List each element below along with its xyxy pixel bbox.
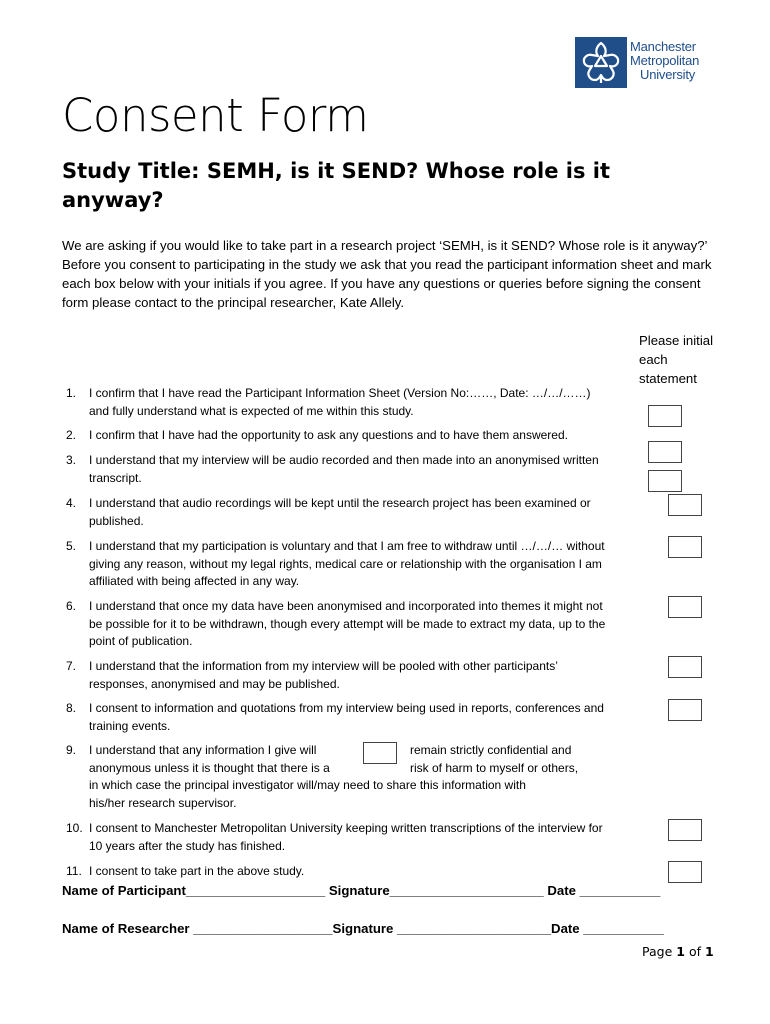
statement-6 (66, 598, 611, 651)
statement-9-line-1a: I understand that any information I give will (89, 743, 317, 757)
intro-paragraph-2: Before you consent to participating in the study we ask that you read the participant information sheet and mark each box below with your initials if you agree. If you have any questions or queries before signing the consent form please contact to the principal researcher, Kate Allely. (62, 257, 712, 310)
logo-line-2: Metropolitan (630, 53, 700, 68)
statement-9-line-2a: anonymous unless it is thought that there is a (89, 760, 330, 775)
statement-number: 7. (66, 659, 77, 673)
statement-text: I understand that my participation is voluntary and that I am free to withdraw until …/…/… without giving any reason, without my legal rights, medical care or relationship with the organisation I am affiliated with being affected in any way. (89, 539, 605, 588)
statement-1 (66, 385, 611, 420)
page-label: Page (642, 944, 673, 959)
initial-box-11[interactable] (668, 861, 702, 883)
study-title: Study Title: SEMH, is it SEND? Whose role is it anyway? (62, 159, 610, 212)
statement-text: I understand that the information from my interview will be pooled with other participants’ responses, anonymised and may be published. (89, 659, 558, 691)
logo-line-3: University (640, 67, 696, 82)
statement-number: 10. (66, 821, 83, 835)
researcher-signature-line[interactable]: Name of Researcher ___________________Signature _____________________Date ___________ (62, 921, 664, 936)
initial-box-4[interactable] (668, 494, 702, 516)
statement-number: 8. (66, 701, 77, 715)
statement-9-line-2b: risk of harm to myself or others, (410, 760, 579, 775)
statement-number: 6. (66, 599, 77, 613)
page-total: 1 (704, 944, 714, 959)
logo-line-1: Manchester (630, 39, 696, 54)
statement-2 (66, 427, 611, 445)
participant-signature-line[interactable]: Name of Participant___________________ Signature_____________________ Date ___________ (62, 883, 661, 898)
initial-column-header: Please initial each statement (639, 333, 714, 386)
initial-box-3[interactable] (648, 470, 682, 492)
statement-text: I confirm that I have had the opportunity to ask any questions and to have them answered. (89, 428, 568, 442)
page-current: 1 (676, 944, 685, 959)
initial-box-10[interactable] (668, 819, 702, 841)
initial-box-5[interactable] (668, 536, 702, 558)
statement-8 (66, 700, 611, 735)
knot-emblem-icon (575, 37, 627, 88)
statement-9-line-1b: remain strictly confidential and (410, 743, 572, 757)
initial-box-6[interactable] (668, 596, 702, 618)
page-number (642, 944, 714, 959)
university-logo-mark (575, 37, 627, 88)
statement-11 (66, 863, 611, 881)
statement-7 (66, 658, 611, 693)
statement-text: I understand that once my data have been anonymised and incorporated into themes it might not be possible for it to be withdrawn, though every attempt will be made to extract my data, up to the point of publication. (89, 599, 606, 648)
statement-text: I consent to information and quotations from my interview being used in reports, conferences and training events. (89, 701, 604, 733)
initial-box-7[interactable] (668, 656, 702, 678)
statement-number: 5. (66, 539, 77, 553)
statement-3 (66, 452, 611, 487)
statement-number: 1. (66, 386, 77, 400)
intro-paragraph-1: We are asking if you would like to take part in a research project ‘SEMH, is it SEND? Whose role is it anyway?’ (62, 238, 708, 253)
university-name (630, 40, 699, 82)
statement-9-line-4: his/her research supervisor. (89, 795, 237, 810)
statement-number: 4. (66, 496, 77, 510)
statement-number: 2. (66, 428, 77, 442)
statement-4 (66, 495, 611, 530)
initial-box-9[interactable] (363, 742, 397, 764)
statement-text: I confirm that I have read the Participant Information Sheet (Version No:……, Date: …/…/……) and fully understand what is expected of me within this study. (89, 386, 591, 418)
statement-text: I consent to take part in the above study. (89, 864, 305, 878)
initial-box-1[interactable] (648, 405, 682, 427)
intro-text (62, 236, 712, 312)
statement-5 (66, 538, 611, 591)
statement-text: I understand that audio recordings will be kept until the research project has been examined or published. (89, 496, 591, 528)
statement-9-line-3: in which case the principal investigator will/may need to share this information with (89, 778, 526, 792)
initial-box-8[interactable] (668, 699, 702, 721)
of-label: of (688, 944, 701, 959)
statement-text: I understand that my interview will be audio recorded and then made into an anonymised written transcript. (89, 453, 599, 485)
statement-text: I consent to Manchester Metropolitan University keeping written transcriptions of the interview for 10 years after the study has finished. (89, 821, 603, 853)
statement-number: 3. (66, 453, 77, 467)
statement-10 (66, 820, 611, 855)
statement-number: 9. (66, 743, 77, 757)
statement-number: 11. (66, 864, 82, 878)
document-title: Consent Form (62, 89, 369, 142)
initial-box-2[interactable] (648, 441, 682, 463)
